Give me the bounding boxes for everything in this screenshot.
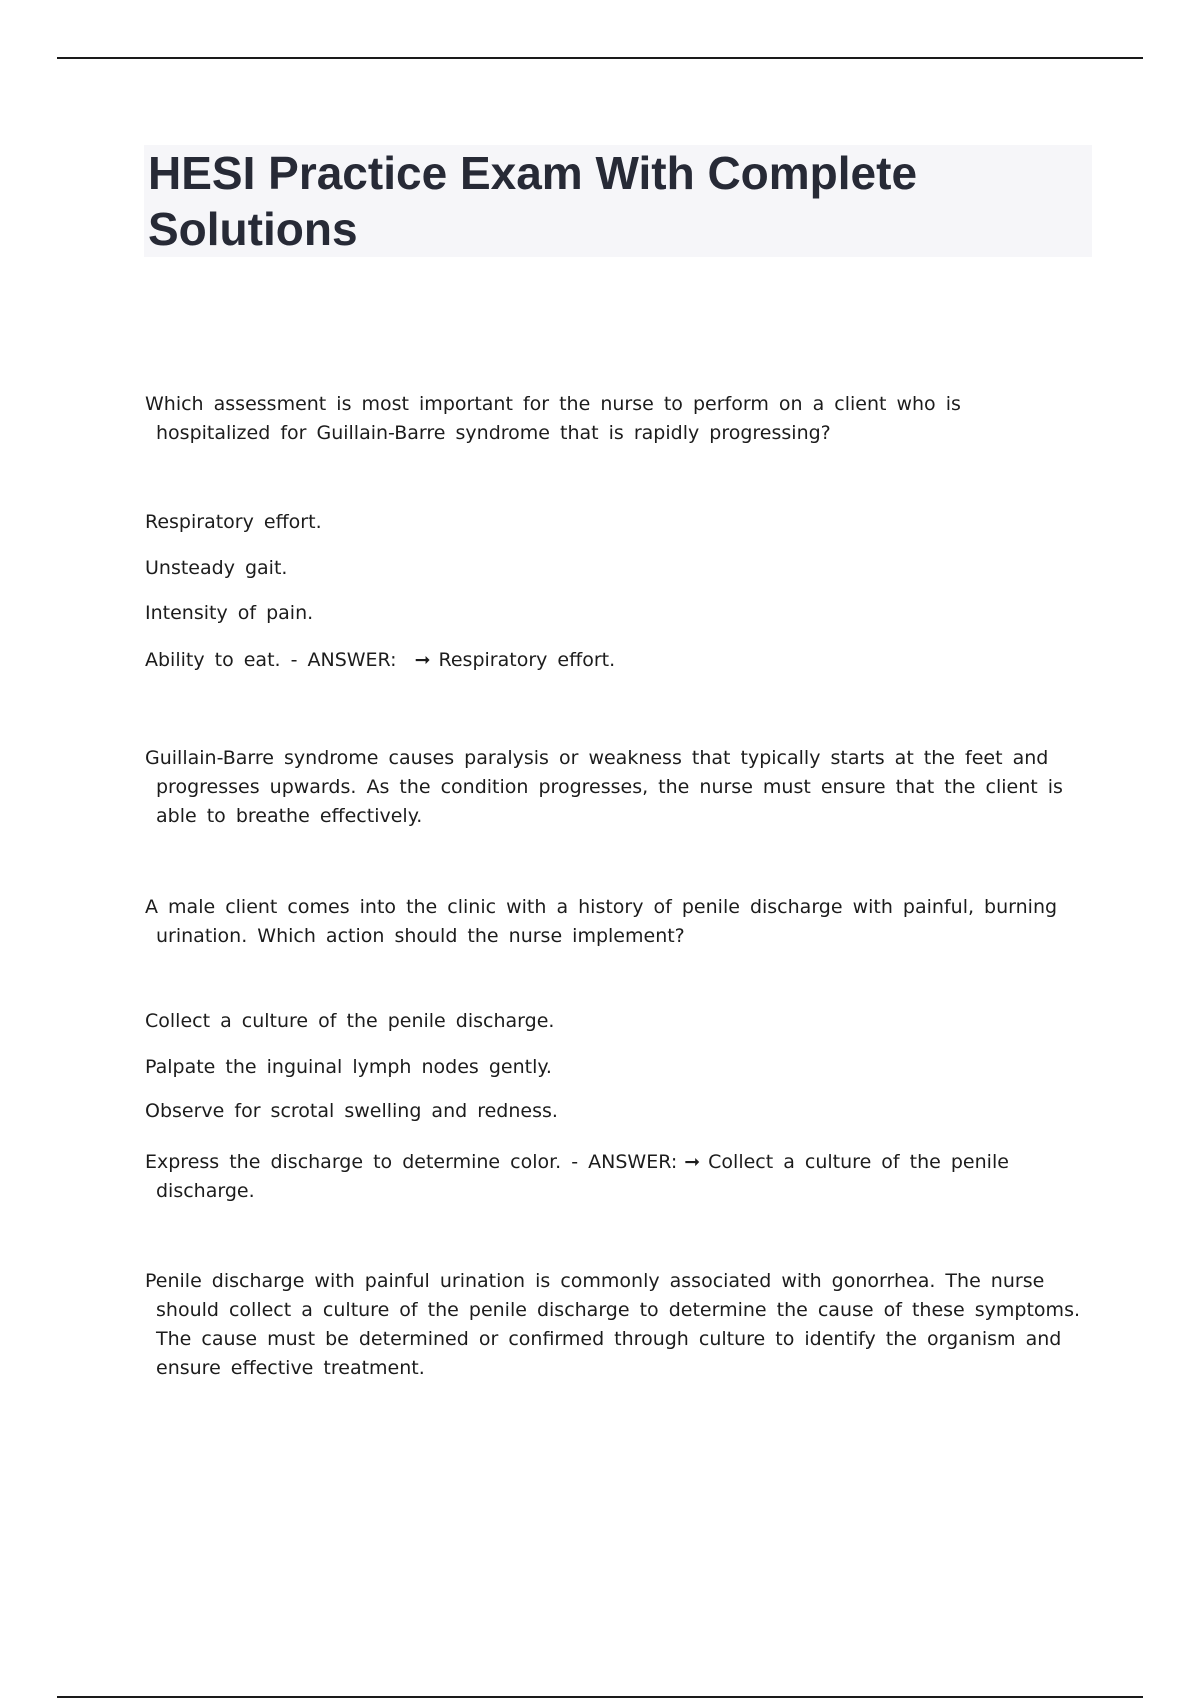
question-1-option-4: Ability to eat. - ANSWER:: [145, 649, 397, 671]
page-title: HESI Practice Exam With Complete Solutions: [148, 147, 918, 255]
question-2: A male client comes into the clinic with a history of penile discharge with painful, burning urination. Which action should the nurse implement?: [145, 896, 1058, 947]
question-1-rationale: Guillain-Barre syndrome causes paralysis or weakness that typically starts at the feet and progresses upwards. As the condition progresses, the nurse must ensure that the client is able to breathe effectively.: [145, 747, 1063, 827]
question-2-option-4-line: [145, 1148, 1056, 1206]
question-1-option-1: Respiratory effort.: [145, 511, 322, 533]
question-2-answer: Collect a culture of the penile discharge.: [156, 1151, 1009, 1202]
bottom-rule: [57, 1696, 1143, 1698]
question-1-option-3: Intensity of pain.: [145, 602, 314, 624]
question-1: Which assessment is most important for the nurse to perform on a client who is hospitalized for Guillain-Barre syndrome that is rapidly progressing?: [145, 393, 961, 444]
question-1-option-2: Unsteady gait.: [145, 557, 288, 579]
arrow-right-icon: ➞: [414, 649, 431, 671]
title-block: [144, 145, 1092, 257]
question-1-option-4-line: [145, 646, 615, 675]
question-2-option-1: Collect a culture of the penile discharge.: [145, 1010, 555, 1032]
question-2-option-2: Palpate the inguinal lymph nodes gently.: [145, 1056, 552, 1078]
question-2-option-4: Express the discharge to determine color. - ANSWER:: [145, 1151, 678, 1173]
question-2-option-3: Observe for scrotal swelling and redness.: [145, 1100, 558, 1122]
question-2-rationale: Penile discharge with painful urination is commonly associated with gonorrhea. The nurse should collect a culture of the penile discharge to determine the cause of these symptoms. The cause must be determined or confirmed through culture to identify the organism and ensure effective treatment.: [145, 1270, 1081, 1379]
top-rule: [57, 57, 1143, 59]
arrow-right-icon: ➞: [684, 1151, 701, 1173]
question-1-answer: Respiratory effort.: [438, 649, 616, 671]
